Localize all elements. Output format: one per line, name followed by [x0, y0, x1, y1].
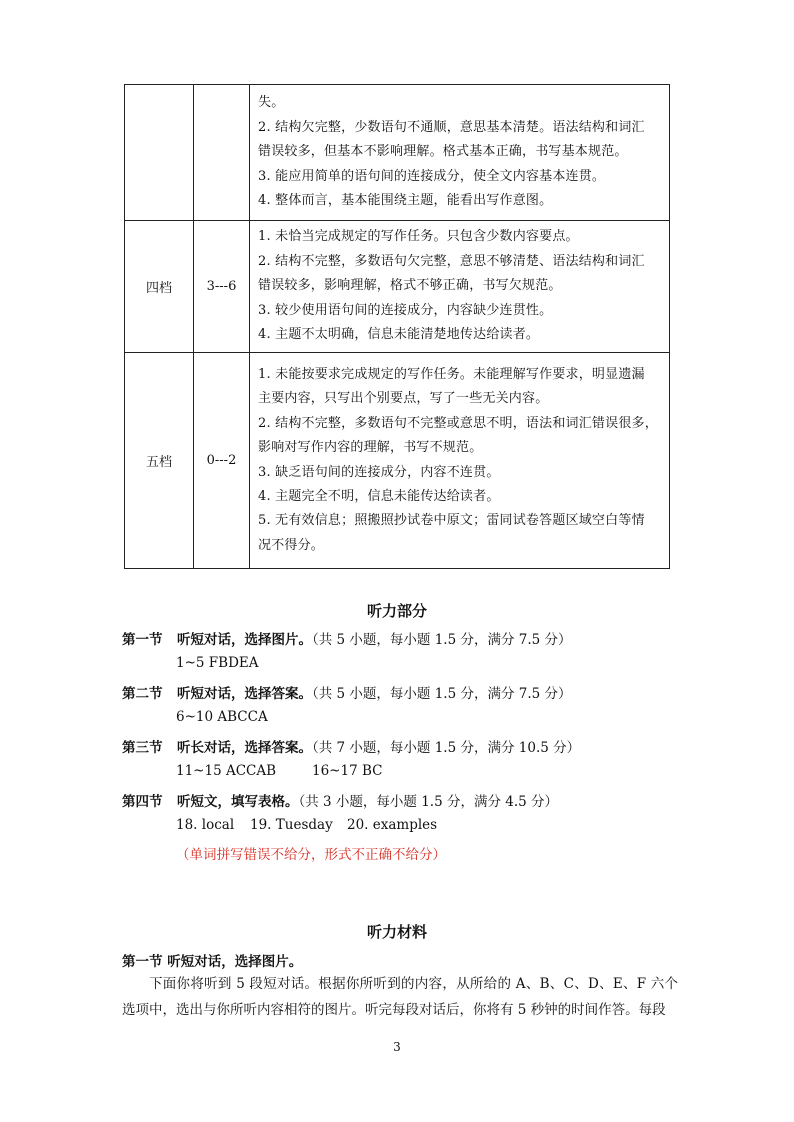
- section-3-answers-extra: [312, 763, 382, 779]
- answer-key: 20. examples: [347, 817, 438, 833]
- rubric-row-grade-4: [125, 221, 670, 353]
- answer-key: 16~17 BC: [312, 763, 383, 779]
- description-line: 4. 主题完全不明，信息未能传达给读者。: [258, 488, 500, 504]
- section-3-header: [122, 736, 580, 756]
- description-line: 1. 未能按要求完成规定的写作任务。未能理解写作要求，明显遗漏: [258, 366, 645, 382]
- answer-key: 6~10 ABCCA: [176, 709, 268, 725]
- grade-cell: 五档: [125, 353, 194, 569]
- section-4-header: [122, 790, 558, 810]
- section-title: 听短文，填写表格。: [177, 794, 299, 810]
- material-section-heading: 第一节 听短对话，选择图片。: [122, 954, 303, 970]
- section-2-header: [122, 682, 572, 702]
- spelling-warning-note: （单词拼写错误不给分，形式不正确不给分）: [176, 847, 446, 863]
- description-line: 主要内容，只写出个别要点，写了一些无关内容。: [258, 391, 549, 407]
- section-label: 第二节: [122, 686, 163, 702]
- section-note: （共 3 小题，每小题 1.5 分，满分 4.5 分）: [298, 794, 559, 810]
- material-section-title: 听力材料: [366, 923, 427, 941]
- description-line: 失。: [258, 95, 285, 111]
- section-1-answers: [176, 655, 259, 671]
- section-title: 听长对话，选择答案。: [177, 740, 312, 756]
- section-title: 听短对话，选择答案。: [177, 686, 312, 702]
- rubric-row-continued: [125, 85, 670, 221]
- section-4-answer-3: [347, 817, 437, 833]
- section-3-answers: [176, 763, 276, 779]
- description-line: 影响对写作内容的理解，书写不规范。: [258, 440, 483, 456]
- description-line: 4. 整体而言，基本能围绕主题，能看出写作意图。: [258, 193, 553, 209]
- description-cell: [250, 221, 670, 353]
- description-line: 4. 主题不太明确，信息未能清楚地传达给读者。: [258, 327, 540, 343]
- description-line: 况不得分。: [258, 537, 325, 553]
- score-cell: 0---2: [194, 353, 250, 569]
- answer-key: 1~5 FBDEA: [176, 655, 259, 671]
- section-4-answer-2: [250, 817, 333, 833]
- description-cell: [250, 353, 670, 569]
- rubric-row-grade-5: [125, 353, 670, 569]
- description-line: 1. 未恰当完成规定的写作任务。只包含少数内容要点。: [258, 229, 579, 245]
- description-line: 3. 较少使用语句间的连接成分，内容缺少连贯性。: [258, 302, 553, 318]
- section-title: 听短对话，选择图片。: [177, 632, 312, 648]
- listening-section-title: 听力部分: [366, 602, 427, 620]
- answer-key: 18. local: [176, 817, 235, 833]
- answer-key: 11~15 ACCAB: [176, 763, 277, 779]
- description-line: 2. 结构不完整，多数语句不完整或意思不明，语法和词汇错误很多，: [258, 415, 658, 431]
- section-note: （共 5 小题，每小题 1.5 分，满分 7.5 分）: [312, 686, 572, 702]
- score-cell: [194, 85, 250, 221]
- description-line: 3. 能应用简单的语句间的连接成分，使全文内容基本连贯。: [258, 168, 606, 184]
- grade-cell: 四档: [125, 221, 194, 353]
- section-note: （共 5 小题，每小题 1.5 分，满分 7.5 分）: [312, 632, 572, 648]
- section-1-header: [122, 628, 572, 648]
- description-line: 5. 无有效信息；照搬照抄试卷中原文；雷同试卷答题区域空白等情: [258, 513, 645, 529]
- section-2-answers: [176, 709, 268, 725]
- material-instructions: 下面你将听到 5 段短对话。根据你所听到的内容，从所给的 A、B、C、D、E、F 六个选项中，选出与你所听内容相符的图片。听完每段对话后，你将有 5 秒钟的时间作答。每段: [122, 976, 678, 1018]
- score-cell: 3---6: [194, 221, 250, 353]
- description-cell: [250, 85, 670, 221]
- section-4-answer-1: [176, 817, 234, 833]
- section-label: 第一节: [122, 632, 163, 648]
- answer-key: 19. Tuesday: [250, 817, 333, 833]
- description-line: 2. 结构欠完整，少数语句不通顺，意思基本清楚。语法结构和词汇: [258, 119, 645, 135]
- description-line: 3. 缺乏语句间的连接成分，内容不连贯。: [258, 464, 500, 480]
- section-note: （共 7 小题，每小题 1.5 分，满分 10.5 分）: [312, 740, 581, 756]
- description-line: 错误较多，但基本不影响理解。格式基本正确，书写基本规范。: [258, 144, 628, 160]
- description-line: 错误较多，影响理解，格式不够正确，书写欠规范。: [258, 278, 562, 294]
- scoring-rubric-table: [124, 84, 670, 569]
- page-number: 3: [393, 1040, 401, 1054]
- description-line: 2. 结构不完整，多数语句欠完整，意思不够清楚、语法结构和词汇: [258, 253, 645, 269]
- section-label: 第四节: [122, 794, 163, 810]
- section-label: 第三节: [122, 740, 163, 756]
- grade-cell: [125, 85, 194, 221]
